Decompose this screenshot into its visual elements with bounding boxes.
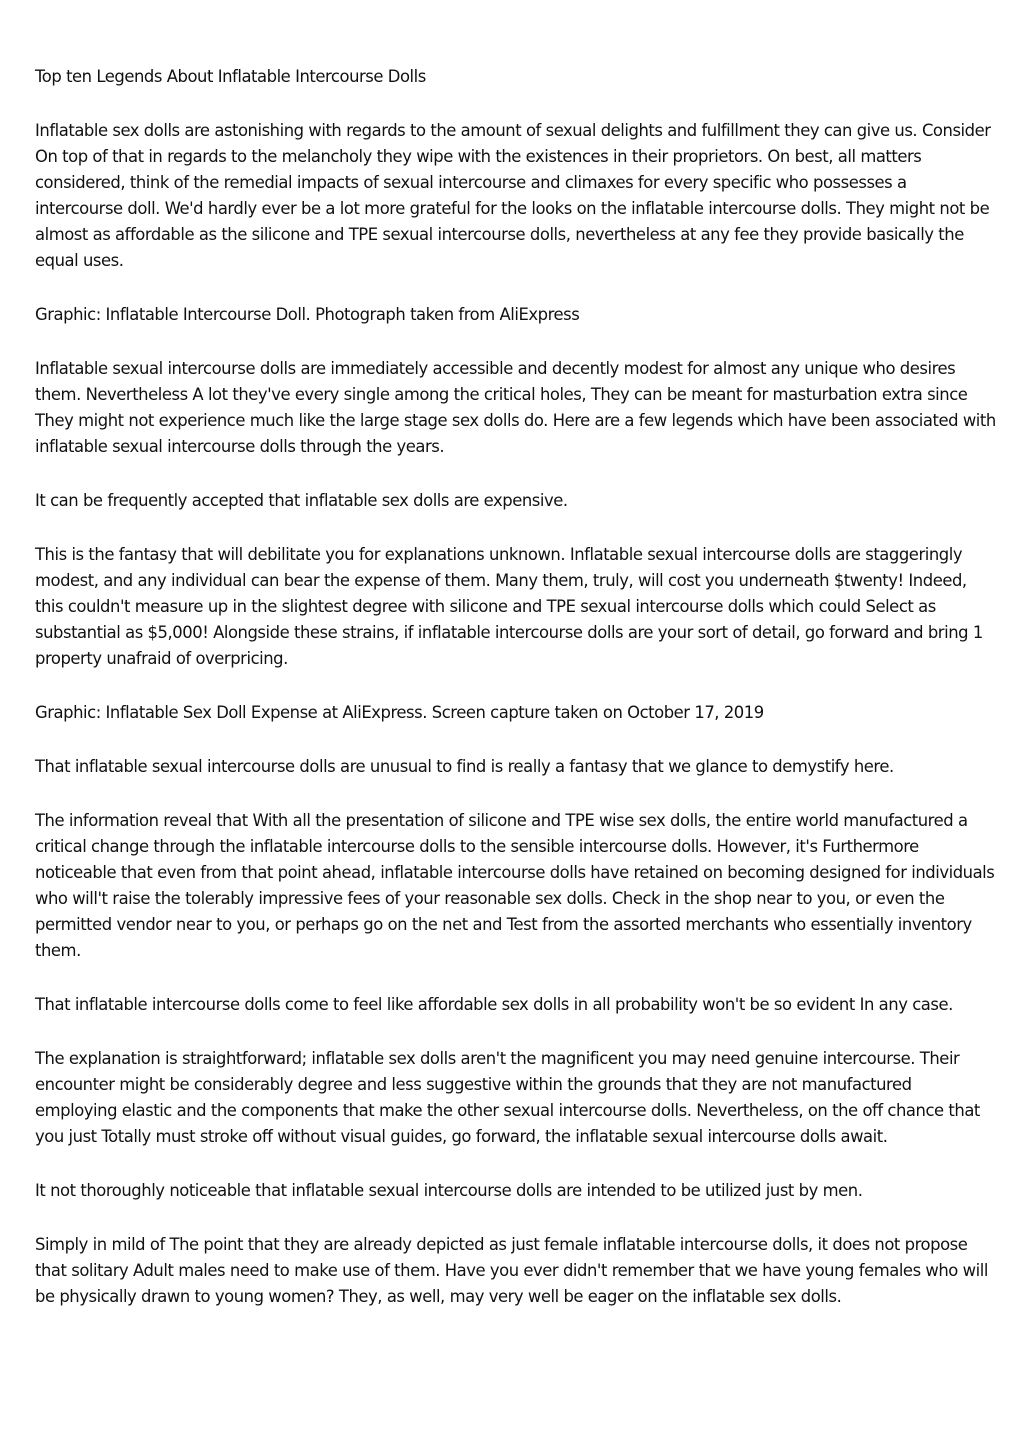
document-page	[35, 64, 997, 1338]
image-caption: Graphic: Inflatable Sex Doll Expense at AliExpress. Screen capture taken on October 17, 2019	[35, 703, 764, 722]
paragraph: Inflatable sexual intercourse dolls are immediately accessible and decently modest for almost any unique who desires them. Nevertheless A lot they've every single among the critical holes, They can be meant for masturbation extra since They might not experience much like the large stage sex dolls do. Here are a few legends which have been associated with inflatable sexual intercourse dolls through the years.	[35, 359, 996, 456]
legend-heading: That inflatable sexual intercourse dolls are unusual to find is really a fantasy that we glance to demystify here.	[35, 757, 894, 776]
legend-heading: It can be frequently accepted that inflatable sex dolls are expensive.	[35, 491, 568, 510]
document-title: Top ten Legends About Inflatable Intercourse Dolls	[35, 67, 426, 86]
paragraph-intro: Inflatable sex dolls are astonishing with regards to the amount of sexual delights and fulfillment they can give us. Consider On top of that in regards to the melancholy they wipe with the existences in their proprietors. On best, all matters considered, think of the remedial impacts of sexual intercourse and climaxes for every specific who possesses a intercourse doll. We'd hardly ever be a lot more grateful for the looks on the inflatable intercourse dolls. They might not be almost as affordable as the silicone and TPE sexual intercourse dolls, nevertheless at any fee they provide basically the equal uses.	[35, 121, 991, 270]
legend-heading: It not thoroughly noticeable that inflatable sexual intercourse dolls are intended to be utilized just by men.	[35, 1181, 863, 1200]
image-caption: Graphic: Inflatable Intercourse Doll. Photograph taken from AliExpress	[35, 305, 580, 324]
paragraph: The information reveal that With all the presentation of silicone and TPE wise sex dolls, the entire world manufactured a critical change through the inflatable intercourse dolls to the sensible intercourse dolls. However, it's Furthermore noticeable that even from that point ahead, inflatable intercourse dolls have retained on becoming designed for individuals who will't raise the tolerably impressive fees of your reasonable sex dolls. Check in the shop near to you, or even the permitted vendor near to you, or perhaps go on the net and Test from the assorted merchants who essentially inventory them.	[35, 811, 995, 960]
legend-heading: That inflatable intercourse dolls come to feel like affordable sex dolls in all probability won't be so evident In any case.	[35, 995, 953, 1014]
paragraph: The explanation is straightforward; inflatable sex dolls aren't the magnificent you may need genuine intercourse. Their encounter might be considerably degree and less suggestive within the grounds that they are not manufactured employing elastic and the components that make the other sexual intercourse dolls. Nevertheless, on the off chance that you just Totally must stroke off without visual guides, go forward, the inflatable sexual intercourse dolls await.	[35, 1049, 980, 1146]
paragraph: Simply in mild of The point that they are already depicted as just female inflatable intercourse dolls, it does not propose that solitary Adult males need to make use of them. Have you ever didn't remember that we have young females who will be physically drawn to young women? They, as well, may very well be eager on the inflatable sex dolls.	[35, 1235, 988, 1306]
paragraph: This is the fantasy that will debilitate you for explanations unknown. Inflatable sexual intercourse dolls are staggeringly modest, and any individual can bear the expense of them. Many them, truly, will cost you underneath $twenty! Indeed, this couldn't measure up in the slightest degree with silicone and TPE sexual intercourse dolls which could Select as substantial as $5,000! Alongside these strains, if inflatable intercourse dolls are your sort of detail, go forward and bring 1 property unafraid of overpricing.	[35, 545, 983, 668]
